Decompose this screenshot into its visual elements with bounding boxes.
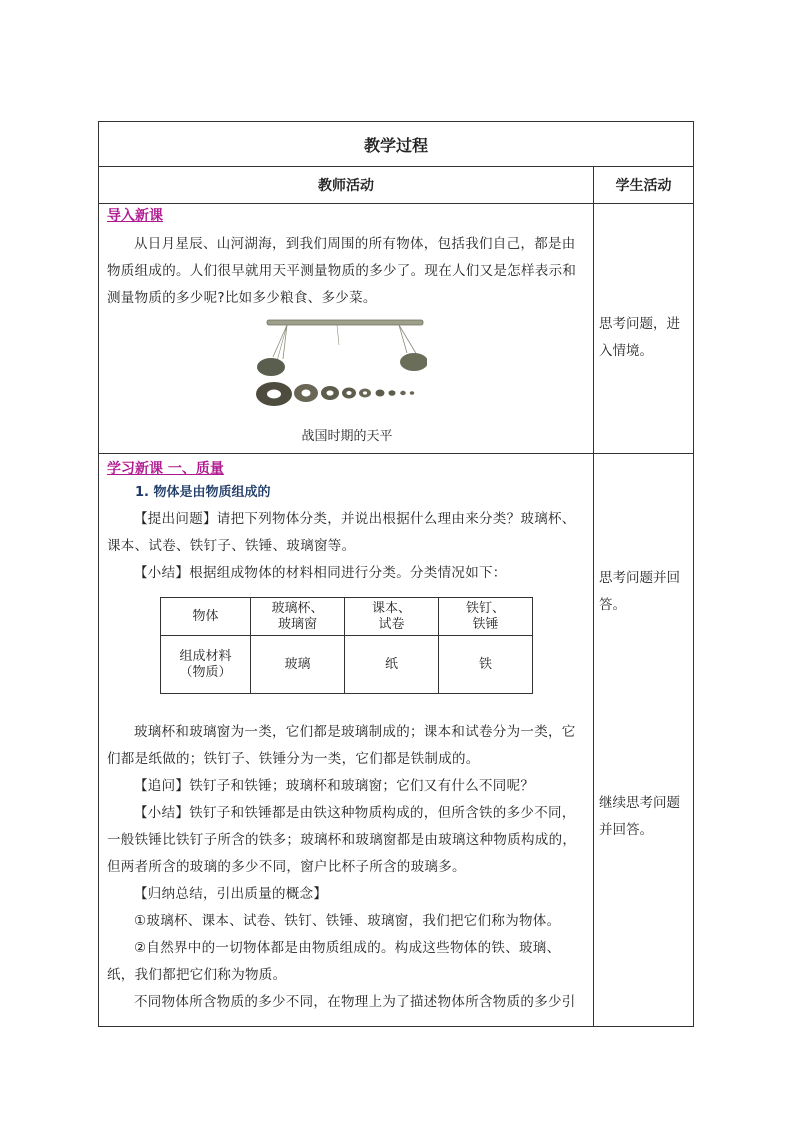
table-cell: 玻璃 [251,636,345,694]
intro-section [99,203,693,454]
classification-table [160,597,533,694]
table-cell: 物体 [161,598,251,636]
student-activity-2: 继续思考问题并回答。 [599,795,680,838]
point-1: ①玻璃杯、课本、试卷、铁钉、铁锤、玻璃窗，我们把它们称为物体。 [134,913,561,929]
table-cell: 铁钉、 铁锤 [439,598,533,636]
table-cell: 铁 [439,636,533,694]
lesson-table [98,121,694,1027]
summary-paragraph: 【小结】根据组成物体的材料相同进行分类。分类情况如下： [134,565,507,581]
table-title: 教学过程 [99,122,693,167]
column-divider [593,203,594,453]
point-2: ②自然界中的一切物体都是由物质组成的。构成这些物体的铁、玻璃、纸，我们都把它们称为物质。 [107,940,561,983]
mass-intro-paragraph: 不同物体所含物质的多少不同，在物理上为了描述物体所含物质的多少引 [134,994,576,1010]
summary-paragraph-2: 【小结】铁钉子和铁锤都是由铁这种物质构成的，但所含铁的多少不同，一般铁锤比铁钉子所含的铁多；玻璃杯和玻璃窗都是由玻璃这种物质构成的，但两者所含的玻璃的多少不同，窗户比杯子所含的玻璃多。 [107,805,577,875]
new-lesson-teacher-cell [107,454,587,587]
intro-teacher-cell [107,203,587,444]
new-lesson-teacher-cell-continued [107,719,587,1016]
subheading: 1. 物体是由物质组成的 [135,485,271,500]
question-paragraph: 【提出问题】请把下列物体分类，并说出根据什么理由来分类？玻璃杯、课本、试卷、铁钉子、铁锤、玻璃窗等。 [107,511,576,554]
explanation-paragraph: 玻璃杯和玻璃窗为一类，它们都是玻璃制成的；课本和试卷分为一类，它们都是纸做的；铁钉子、铁锤分为一类，它们都是铁制成的。 [107,724,576,767]
follow-up-question: 【追问】铁钉子和铁锤；玻璃杯和玻璃窗；它们又有什么不同呢？ [134,778,535,794]
table-cell: 玻璃杯、 玻璃窗 [251,598,345,636]
student-activity-header: 学生活动 [615,177,672,194]
table-row [161,636,533,694]
conclusion-heading: 【归纳总结，引出质量的概念】 [134,886,328,902]
header-row [99,166,693,204]
table-cell: 组成材料 （物质） [161,636,251,694]
table-row [161,598,533,636]
column-divider [593,454,594,1027]
ancient-balance-image [247,317,427,417]
table-cell: 纸 [345,636,439,694]
student-activity-1: 思考问题并回答。 [599,570,680,613]
intro-heading: 导入新课 [107,208,163,224]
new-lesson-heading: 学习新课 一、质量 [107,461,224,477]
intro-paragraph: 从日月星辰、山河湖海，到我们周围的所有物体，包括我们自己，都是由物质组成的。人们很早就用天平测量物质的多少了。现在人们又是怎样表示和测量物质的多少呢?比如多少粮食、多少菜。 [107,236,577,306]
image-caption: 战国时期的天平 [301,429,393,444]
new-lesson-section [99,454,693,1027]
table-cell: 课本、 试卷 [345,598,439,636]
teacher-activity-header: 教师活动 [318,177,374,194]
intro-student-cell: 思考问题，进入情境。 [599,316,680,359]
